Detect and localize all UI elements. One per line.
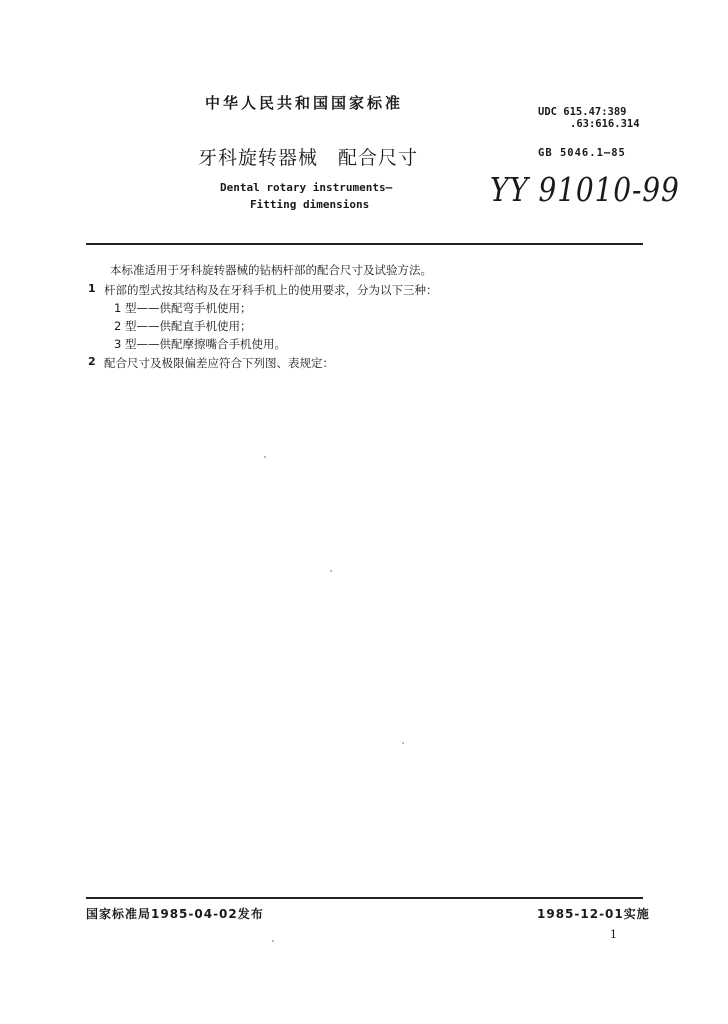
clause-2-text: 配合尺寸及极限偏差应符合下列图、表规定： [104,356,334,370]
udc-code [538,106,640,130]
scan-speck [272,940,274,942]
udc-line-2: .63:616.314 [570,118,640,130]
handwritten-standard-code: YY 91010-99 [490,170,680,209]
footer-divider [86,897,643,899]
document-title-english-line-2: Fitting dimensions [250,198,370,211]
clause-1-item-type-3: 3 型——供配摩擦嘴合手机使用。 [114,337,286,351]
page-number: 1 [610,928,617,941]
scan-speck [330,570,332,572]
clause-1-text: 杆部的型式按其结构及在牙科手机上的使用要求，分为以下三种： [104,283,438,297]
clause-1-number: 1 [88,282,96,295]
header-divider [86,243,643,245]
issue-date: 国家标准局1985-04-02发布 [86,907,264,921]
intro-paragraph: 本标准适用于牙科旋转器械的钻柄杆部的配合尺寸及试验方法。 [110,263,432,277]
clause-1-item-type-1: 1 型——供配弯手机使用； [114,301,252,315]
clause-2-number: 2 [88,355,96,368]
udc-line-1: UDC 615.47:389 [538,106,627,118]
document-title-english-line-1: Dental rotary instruments— [220,181,393,194]
gb-standard-code: GB 5046.1—85 [538,147,626,159]
issuing-organization: 中华人民共和国国家标准 [205,94,404,112]
clause-1-item-type-2: 2 型——供配直手机使用； [114,319,252,333]
document-title-chinese: 牙科旋转器械 配合尺寸 [198,147,419,169]
scan-speck [402,742,404,744]
scan-speck [264,456,266,458]
effective-date: 1985-12-01实施 [537,907,650,921]
